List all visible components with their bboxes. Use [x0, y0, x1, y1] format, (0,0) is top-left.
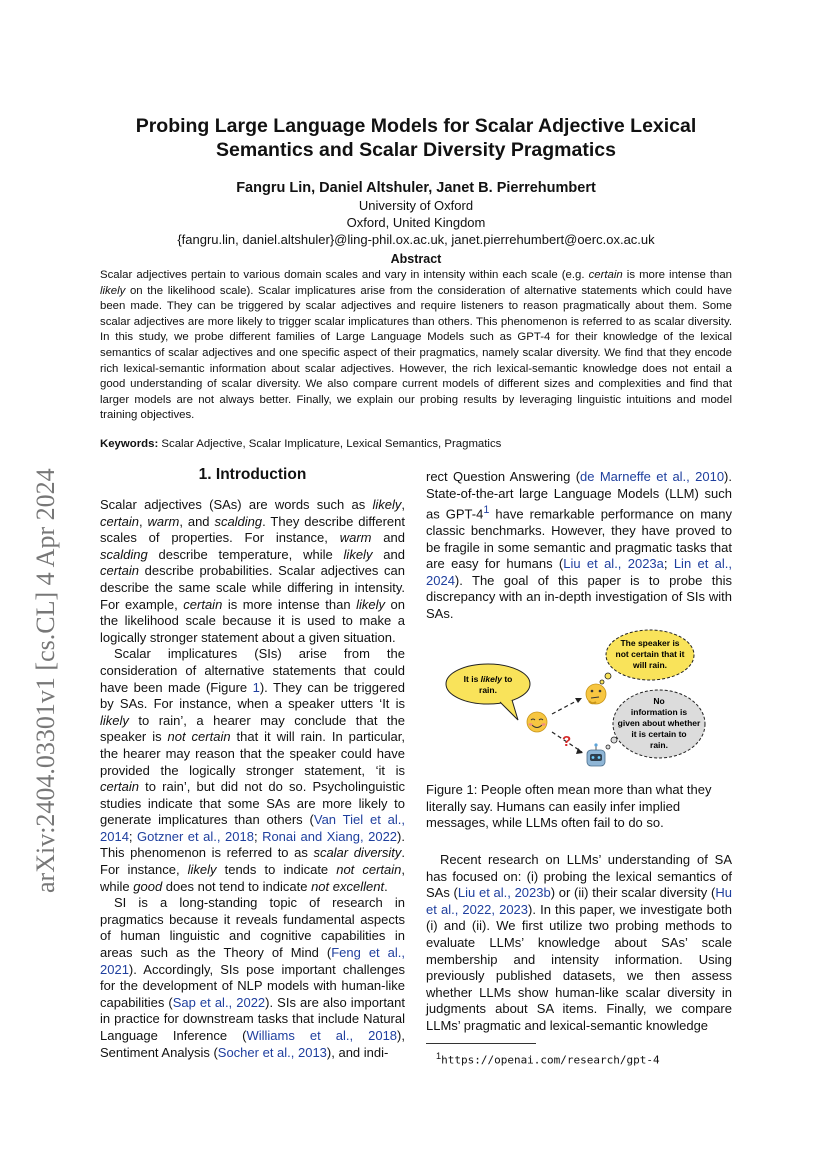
abstract-text: Scalar adjectives pertain to various domain scales and vary in intensity within each scale (e.g. certain is more intense than likely on the likelihood scale). Scalar implicatures arise from the consideration of alternative statements which could have been made. They can be triggered by scalar adjectives and require listeners to reason pragmatically about them. Some scalar adjectives are more likely to trigger scalar implicatures than others. This phenomenon is referred to as scalar diversity. In this study, we probe different families of Large Language Models such as GPT-4 for their knowledge of the lexical semantics of scalar adjectives and one specific aspect of their pragmatics, namely scalar diversity. We find that they encode rich lexical-semantic information about scalar adjectives. However, the rich lexical-semantic knowledge does not entail a good understanding of scalar diversity. We also compare current models of different sizes and complexities and find that larger models are not always better. Finally, we explain our probing results by leveraging linguistic intuitions and model training objectives.: [100, 269, 732, 422]
svg-text:it is certain to: it is certain to: [631, 729, 687, 739]
section-heading-introduction: 1. Introduction: [198, 466, 307, 483]
citation-link[interactable]: Gotzner et al., 2018: [137, 828, 254, 844]
author-emails: {fangru.lin, daniel.altshuler}@ling-phil.ox.ac.uk, janet.pierrehumbert@oerc.ox.ac.uk: [177, 232, 655, 247]
left-column: [100, 497, 405, 1061]
right-column-continued: [426, 852, 732, 1035]
affiliation-location: Oxford, United Kingdom: [346, 215, 486, 230]
authors: Fangru Lin, Daniel Altshuler, Janet B. Pierrehumbert: [236, 180, 596, 196]
citation-link[interactable]: Liu et al., 2023b: [457, 885, 551, 901]
svg-text:No: No: [653, 696, 665, 706]
right-column: [426, 469, 732, 623]
paragraph: SI is a long-standing topic of research in pragmatics because it reveals fundamental aspects of human linguistic and cognitive capabilities in areas such as the Theory of Mind (Feng et al., 2021). Accordingly, SIs pose important challenges for the development of NLP models with human-like capabilities (Sap et al., 2022). SIs are also important in practice for downstream tasks that include Natural Language Inference (Williams et al., 2018), Sentiment Analysis (Socher et al., 2013), and indi-: [100, 895, 405, 1060]
citation-link[interactable]: Socher et al., 2013: [217, 1044, 327, 1060]
citation-link[interactable]: Feng et al., 2021: [100, 945, 405, 977]
paragraph: Recent research on LLMs’ understanding of SA has focused on: (i) probing the lexical semantics of SAs (Liu et al., 2023b) or (ii) their scalar diversity (Hu et al., 2022, 2023). In this paper, we investigate both (i) and (ii). We first utilize two probing methods to evaluate LLMs’ knowledge about SAs’ scale membership and intensity information. Using previously published datasets, we then assess whether LLMs show human-like scalar diversity in judgments about SA items. Finally, we compare LLMs’ pragmatic and lexical-semantic knowledge: [426, 852, 732, 1033]
citation-link[interactable]: Van Tiel et al., 2014: [100, 812, 405, 844]
citation-link[interactable]: Ronai and Xiang, 2022: [262, 828, 398, 844]
citation-link[interactable]: Sap et al., 2022: [172, 994, 266, 1010]
question-mark: ?: [562, 733, 572, 750]
figure-1: [426, 628, 732, 783]
svg-text:given about whether: given about whether: [617, 718, 701, 728]
footnote: $^1$https://openai.com/research/gpt-4: [436, 1051, 660, 1067]
citation-link[interactable]: Hu et al., 2022, 2023: [426, 885, 732, 917]
paper-title: Probing Large Language Models for Scalar Adjective Lexical Semantics and Scalar Diversity Pragmatics: [135, 115, 697, 161]
svg-text:rain.: rain.: [479, 685, 497, 695]
citation-link[interactable]: Williams et al., 2018: [246, 1028, 398, 1043]
citation-link[interactable]: Lin et al., 2024: [426, 556, 732, 588]
paragraph: rect Question Answering (de Marneffe et al., 2010). State-of-the-art large Language Models (LLM) such as GPT-4$^1$ have remarkable performance on many classic benchmarks. However, they have proved to be fragile in some semantic and pragmatic tasks that are easy for humans (Liu et al., 2023a; Lin et al., 2024). The goal of this paper is to probe this discrepancy with an in-depth investigation of SIs with SAs.: [426, 469, 732, 622]
svg-text:rain.: rain.: [650, 740, 668, 750]
footnote-ref[interactable]: 1: [483, 504, 490, 517]
arxiv-sidebar: [14, 205, 70, 895]
thinking-face-icon: [586, 684, 606, 704]
footnote-link[interactable]: https://openai.com/research/gpt-4: [441, 1053, 660, 1067]
svg-text:will rain.: will rain.: [632, 660, 668, 670]
paragraph: Scalar implicatures (SIs) arise from the consideration of alternative statements that could have been made (Figure 1). They can be triggered by SAs. For instance, when a speaker utters ‘It is likely to rain’, a hearer may conclude that the speaker is not certain that it will rain. In particular, the hearer may reason that the speaker could have provided the logically stronger statement, ‘it is certain to rain’, but did not do so. Psycholinguistic studies indicate that some SAs are more likely to generate implicatures than others (Van Tiel et al., 2014; Gotzner et al., 2018; Ronai and Xiang, 2022). This phenomenon is referred to as scalar diversity. For instance, likely tends to indicate not certain, while good does not tend to indicate not excellent.: [100, 646, 405, 894]
citation-link[interactable]: Liu et al., 2023a: [563, 556, 664, 572]
svg-text:information is: information is: [630, 707, 688, 717]
figure-link[interactable]: 1: [252, 679, 260, 695]
paragraph: Scalar adjectives (SAs) are words such as likely, certain, warm, and scalding. They describe different scales of properties. For instance, warm and scalding describe temperature, while likely and certain describe probabilities. Scalar adjectives can describe the same scale while differing in intensity. For example, certain is more intense than likely on the likelihood scale because it is used to make a logically stronger statement about a given situation.: [100, 497, 406, 645]
abstract-heading: Abstract: [390, 252, 442, 266]
svg-text:not certain that it: not certain that it: [615, 649, 685, 659]
robot-icon: [587, 743, 605, 766]
keywords: Keywords: Scalar Adjective, Scalar Implicature, Lexical Semantics, Pragmatics: [100, 438, 502, 450]
figure-caption: Figure 1: People often mean more than what they literally say. Humans can easily infer implied messages, while LLMs often fail to do so.: [426, 782, 712, 831]
speech-bubble-speaker: [446, 664, 530, 704]
citation-link[interactable]: de Marneffe et al., 2010: [580, 469, 725, 484]
arxiv-id: arXiv:2404.03301v1 [cs.CL] 4 Apr 2024: [31, 468, 60, 893]
svg-text:It is likely to: It is likely to: [463, 674, 513, 684]
svg-text:The speaker is: The speaker is: [620, 638, 680, 648]
affiliation: University of Oxford: [358, 198, 474, 213]
smiling-face-icon: [527, 712, 547, 732]
footnote-divider: [426, 1043, 536, 1044]
